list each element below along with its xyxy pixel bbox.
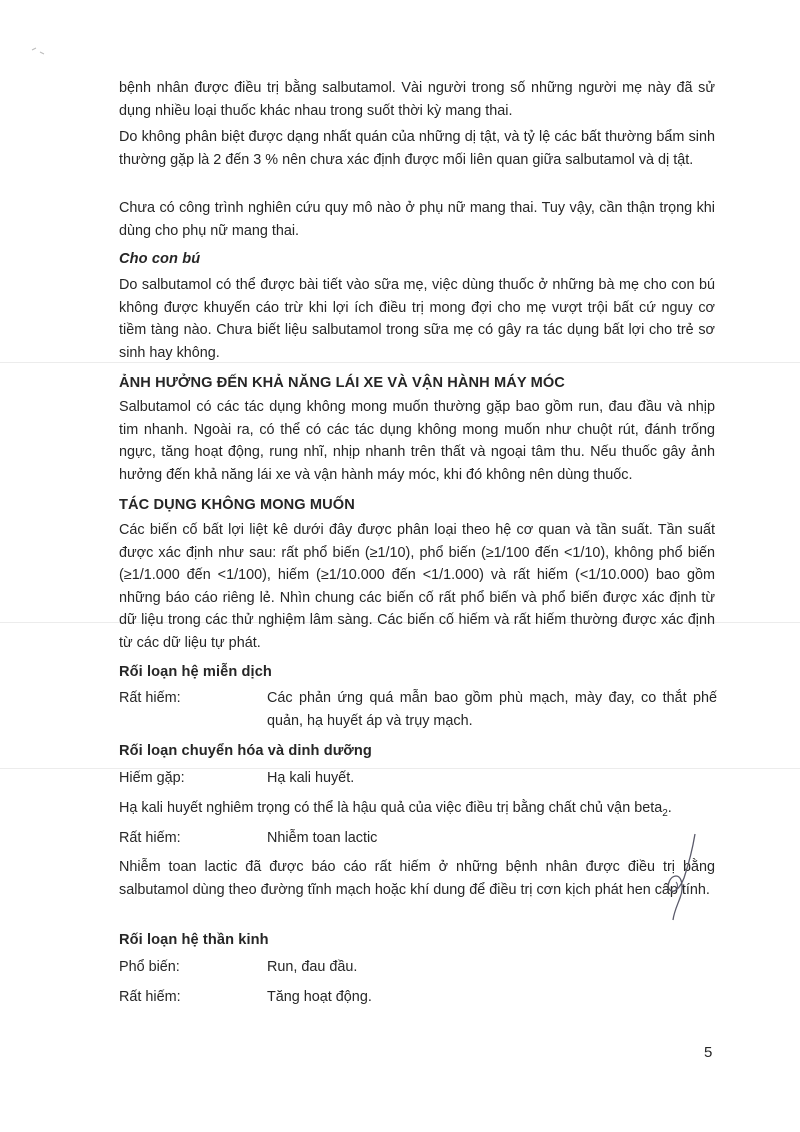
frequency-label: Phổ biến:: [119, 959, 180, 975]
paragraph-hypokalemia-note: [119, 797, 715, 825]
paragraph-adverse-frequency: Các biến cố bất lợi liệt kê dưới đây được phân loại theo hệ cơ quan và tần suất. Tần suất được xác định như sau: rất phổ biến (≥1/10), phổ biến (≥1/100 đến <1/10), không phổ biến (≥1/1.000 đến <1/100), hiếm (≥1/10.000 đến <1/1.000) và rất hiếm (<1/10.000) bao gồm những báo cáo riêng lẻ. Nhìn chung các biến cố rất phổ biến và phổ biến được xác định từ dữ liệu trong các thử nghiệm lâm sàng. Các biến cố hiếm và rất hiếm thường được xác định từ các dữ liệu tự phát.: [119, 522, 715, 651]
frequency-label: Rất hiếm:: [119, 690, 181, 706]
scan-corner-mark: [30, 38, 48, 56]
frequency-label: Rất hiếm:: [119, 830, 181, 846]
paragraph-pregnancy-intro: bệnh nhân được điều trị bằng salbutamol. Vài người trong số những người mẹ này đã sử dụng nhiều loại thuốc khác nhau trong suốt thời kỳ mang thai.: [119, 80, 715, 119]
adverse-description: Nhiễm toan lactic: [267, 830, 378, 846]
sentence-end: .: [667, 800, 672, 816]
paragraph-breastfeeding: Do salbutamol có thể được bài tiết vào sữa mẹ, việc dùng thuốc ở những bà mẹ cho con bú không được khuyến cáo trừ khi lợi ích điều trị mong đợi cho mẹ vượt trội bất cứ nguy cơ tiềm tàng nào. Chưa biết liệu salbutamol trong sữa mẹ có gây ra tác dụng bất lợi cho trẻ sơ sinh hay không.: [119, 277, 715, 361]
hypokalemia-text: Hạ kali huyết nghiêm trọng có thể là hậu quả của việc điều trị bằng chất chủ vận beta: [119, 800, 663, 816]
adverse-description: Run, đau đầu.: [267, 959, 358, 975]
frequency-label: Hiếm gặp:: [119, 770, 185, 786]
heading-immune-disorders: Rối loạn hệ miễn dịch: [119, 664, 272, 680]
handwritten-signature: [640, 832, 710, 922]
adverse-description: Hạ kali huyết.: [267, 770, 355, 786]
heading-metabolic-disorders: Rối loạn chuyển hóa và dinh dưỡng: [119, 743, 372, 759]
heading-adverse-effects: TÁC DỤNG KHÔNG MONG MUỐN: [119, 497, 355, 513]
subscript: 2: [662, 807, 668, 819]
adverse-description: Tăng hoạt động.: [267, 989, 372, 1005]
paragraph-pregnancy-caution: Chưa có công trình nghiên cứu quy mô nào ở phụ nữ mang thai. Tuy vậy, cần thận trọng khi dùng cho phụ nữ mang thai.: [119, 200, 715, 239]
heading-driving: ẢNH HƯỞNG ĐẾN KHẢ NĂNG LÁI XE VÀ VẬN HÀNH MÁY MÓC: [119, 375, 565, 391]
paragraph-driving: Salbutamol có các tác dụng không mong muốn thường gặp bao gồm run, đau đầu và nhịp tim nhanh. Ngoài ra, có thể có các tác dụng không mong muốn như chuột rút, đánh trống ngực, tăng hoạt động, rung nhĩ, nhịp nhanh trên thất và ngoại tâm thu. Nếu thuốc gây ảnh hưởng đến khả năng lái xe và vận hành máy móc, khi đó không nên dùng thuốc.: [119, 399, 715, 483]
page-number: 5: [704, 1044, 713, 1061]
paragraph-birth-defects: Do không phân biệt được dạng nhất quán của những dị tật, và tỷ lệ các bất thường bẩm sinh thường gặp là 2 đến 3 % nên chưa xác định được mối liên quan giữa salbutamol và dị tật.: [119, 129, 715, 168]
adverse-description: Các phản ứng quá mẫn bao gồm phù mạch, mày đay, co thắt phế quản, hạ huyết áp và trụy mạch.: [267, 690, 717, 729]
paragraph-lactic-acidosis: Nhiễm toan lactic đã được báo cáo rất hiếm ở những bệnh nhân được điều trị bằng salbutamol dùng theo đường tĩnh mạch hoặc khí dung để điều trị cơn kịch phát hen cấp tính.: [119, 859, 715, 898]
frequency-label: Rất hiếm:: [119, 989, 181, 1005]
heading-breastfeeding: Cho con bú: [119, 251, 201, 267]
heading-nervous-disorders: Rối loạn hệ thần kinh: [119, 932, 269, 948]
